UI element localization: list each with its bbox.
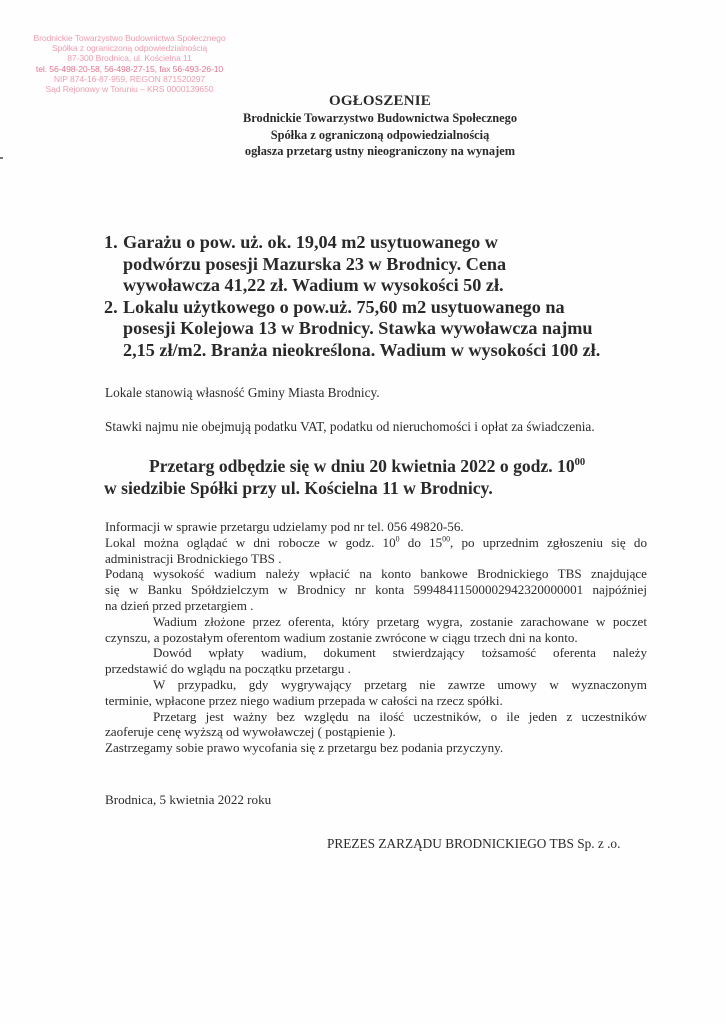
auction-date-line: Przetarg odbędzie się w dniu 20 kwietnia 2022 o godz. $10^{00}$ [149, 456, 586, 476]
proof-of-payment-info-cont: przedstawić do wglądu na początku przetargu . [105, 661, 351, 677]
stamp-line: Sąd Rejonowy w Toruniu – KRS 0000139650 [45, 84, 214, 95]
item-line: posesji Kolejowa 13 w Brodnicy. Stawka wywoławcza najmu [123, 318, 593, 338]
tender-items-list [104, 232, 684, 361]
withdrawal-note: Zastrzegamy sobie prawo wycofania się z przetargu bez podania przyczyny. [105, 740, 504, 756]
validity-info-cont: zaoferuje cenę wyższą od wywoławczej ( postąpienie ). [105, 724, 396, 740]
announcement-title: OGŁOSZENIE [328, 93, 432, 109]
tender-information [105, 519, 647, 756]
stamp-line: 87-300 Brodnica, ul. Kościelna 11 [67, 53, 192, 64]
item-line: Lokalu użytkowego o pow.uż. 75,60 m2 usytuowanego na [123, 296, 565, 317]
viewing-info: Lokal można oglądać w dni robocze w godz. $10^0$ do $15^{00}$, po uprzednim zgłoszeniu się do [105, 534, 648, 550]
stamp-line: Spółka z ograniczoną odpowiedzialnością [51, 43, 208, 54]
deposit-account-info: się w Banku Spółdzielczym w Brodnicy nr konta 59948411500002942320000001 najpóźniej [105, 582, 647, 598]
item-line: Garażu o pow. uż. ok. 19,04 m2 usytuowanego w [123, 232, 498, 252]
ownership-note: Lokale stanowią własność Gminy Miasta Brodnicy. [105, 385, 380, 400]
signature-block: PREZES ZARZĄDU BRODNICKIEGO TBS Sp. z .o. [327, 836, 621, 851]
header-tender-type: ogłasza przetarg ustny nieograniczony na wynajem [244, 144, 516, 158]
item-number: 2. [104, 296, 118, 317]
company-stamp [22, 33, 237, 94]
stamp-line: NIP 874-16-87-959, REGON 871520297 [53, 73, 206, 84]
tender-item-commercial-unit [104, 297, 684, 362]
forfeit-info: W przypadku, gdy wygrywający przetarg nie zawrze umowy w wyznaczonym [153, 676, 647, 692]
validity-info: Przetarg jest ważny bez względu na ilość uczestników, o ile jeden z uczestników [153, 708, 647, 724]
stamp-line: tel. 56-498-20-58, 56-498-27-15, fax 56-493-26-10 [35, 63, 224, 74]
phone-info: Informacji w sprawie przetargu udzielamy pod nr tel. 056 49820-56. [105, 519, 464, 534]
place-and-date: Brodnica, 5 kwietnia 2022 roku [105, 792, 272, 807]
announcement-header [200, 92, 560, 160]
item-number: 1. [104, 232, 118, 252]
header-company-type: Spółka z ograniczoną odpowiedzialnością [270, 127, 490, 142]
tender-item-garage [104, 232, 684, 297]
item-line: podwórzu posesji Mazurska 23 w Brodnicy. Cena [123, 253, 507, 274]
scan-edge-mark [0, 157, 3, 159]
winner-deposit-info-cont: czynszu, a pozostałym oferentom wadium zostanie zwrócone w ciągu trzech dni na konto. [105, 629, 578, 645]
forfeit-info-cont: terminie, wpłacone przez niego wadium przepada w całości na rzecz spółki. [105, 692, 503, 708]
header-company-name: Brodnickie Towarzystwo Budownictwa Społecznego [242, 111, 518, 125]
vat-note: Stawki najmu nie obejmują podatku VAT, podatku od nieruchomości i opłat za świadczenia. [105, 419, 595, 434]
stamp-line: Brodnickie Towarzystwo Budownictwa Społecznego [33, 33, 226, 43]
deposit-deadline: na dzień przed przetargiem . [105, 597, 254, 613]
auction-location-line: w siedzibie Spółki przy ul. Kościelna 11 w Brodnicy. [104, 477, 493, 498]
auction-date-location [104, 456, 684, 499]
deposit-info: Podaną wysokość wadium należy wpłacić na konto bankowe Brodnickiego TBS znajdujące [105, 566, 647, 582]
winner-deposit-info: Wadium złożone przez oferenta, który przetarg wygra, zostanie zarachowane w poczet [153, 613, 647, 629]
item-line: wywoławcza 41,22 zł. Wadium w wysokości 50 zł. [123, 275, 504, 295]
proof-of-payment-info: Dowód wpłaty wadium, dokument stwierdzający tożsamość oferenta należy [153, 645, 647, 661]
item-line: 2,15 zł/m2. Branża nieokreślona. Wadium w wysokości 100 zł. [123, 339, 601, 360]
viewing-info-cont: administracji Brodnickiego TBS . [105, 550, 282, 566]
